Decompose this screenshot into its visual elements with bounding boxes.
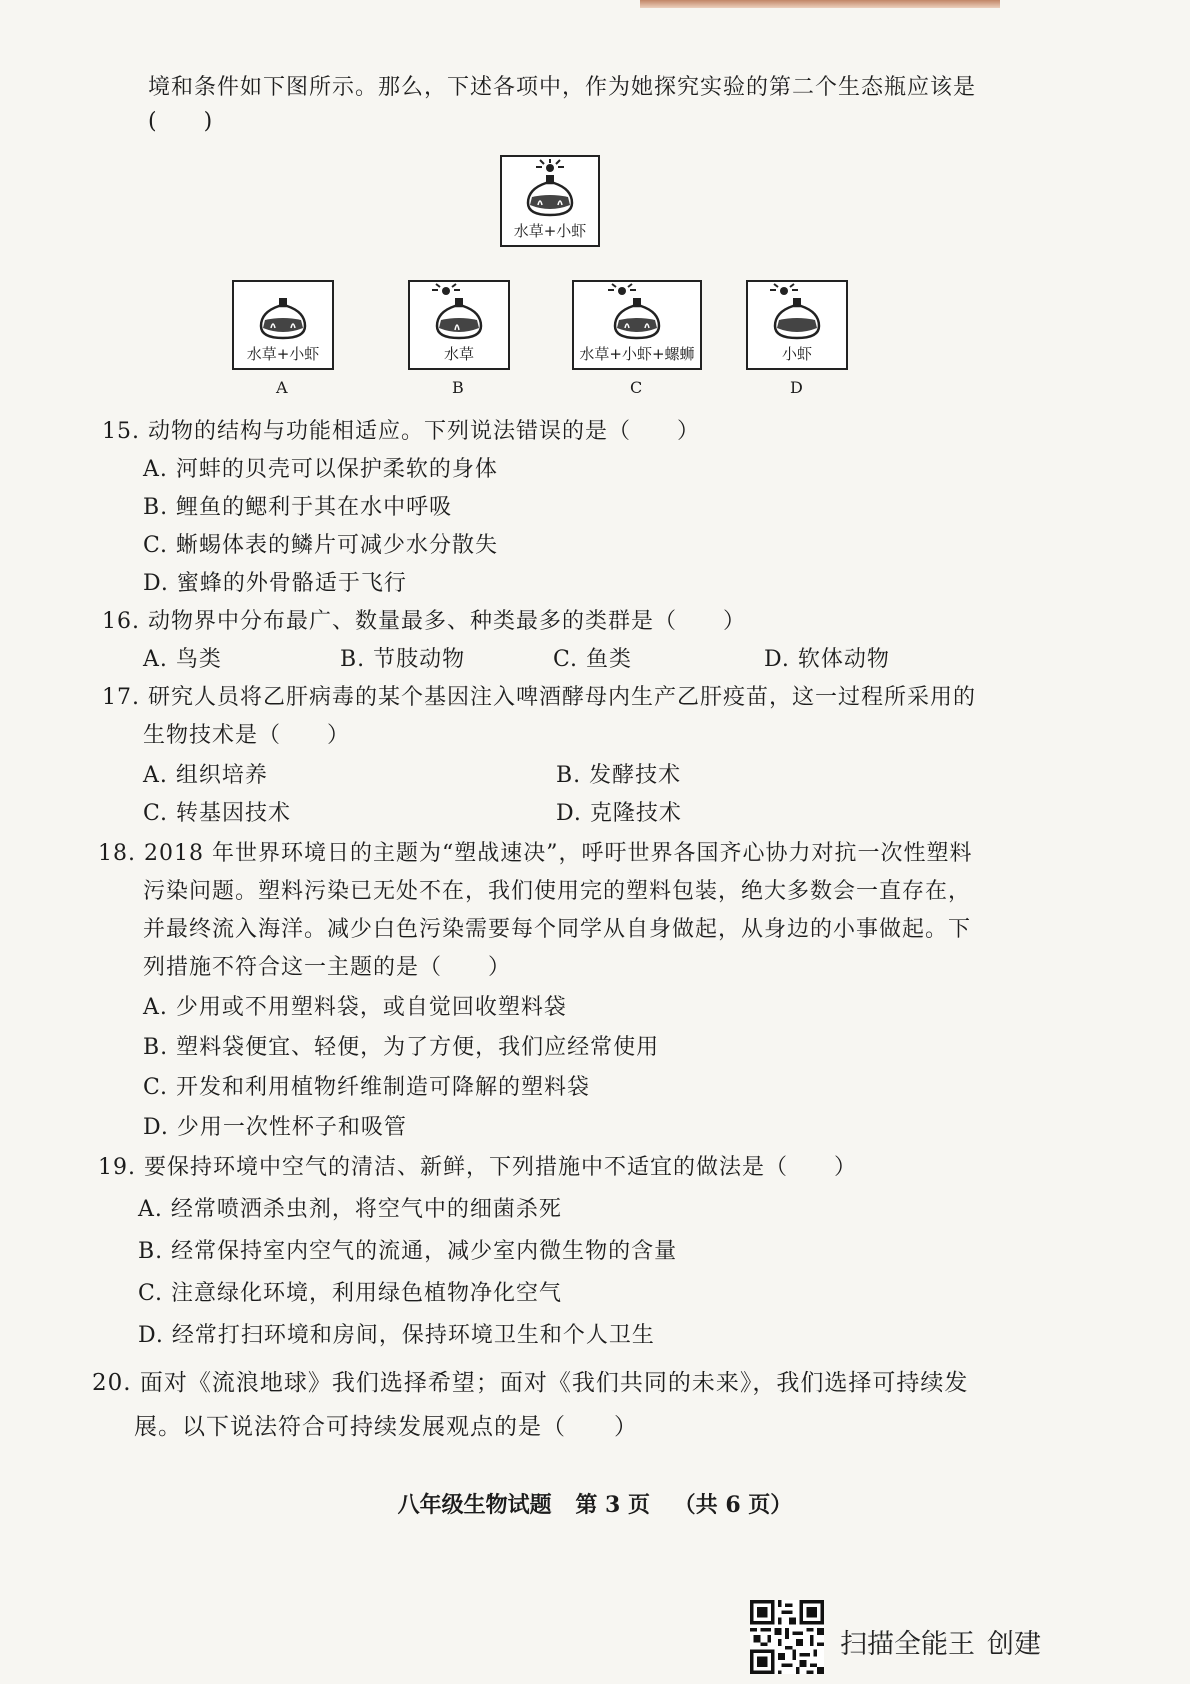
- option-d-label: 小虾: [781, 345, 812, 363]
- scan-edge-strip: [640, 0, 1000, 8]
- q19-option-d: D. 经常打扫环境和房间，保持环境卫生和个人卫生: [138, 1323, 655, 1348]
- q18-stem-line-4: 列措施不符合这一主题的是（ ）: [143, 955, 512, 980]
- q17-option-a: A. 组织培养: [143, 763, 268, 788]
- q18-stem-line-3: 并最终流入海洋。减少白色污染需要每个同学从自身做起，从身边的小事做起。下: [143, 917, 972, 942]
- option-c-letter: C: [630, 378, 643, 397]
- q19-stem: 19. 要保持环境中空气的清洁、新鲜，下列措施中不适宜的做法是（ ）: [98, 1155, 857, 1180]
- bottle-with-light-icon: [748, 282, 846, 348]
- option-a-bottle-box: [232, 280, 334, 370]
- q20-stem-line-2: 展。以下说法符合可持续发展观点的是（ ）: [134, 1414, 638, 1440]
- bottle-with-light-icon: [502, 157, 598, 227]
- reference-bottle-label: 水草+小虾: [513, 222, 587, 240]
- q19-option-c: C. 注意绿化环境，利用绿色植物净化空气: [138, 1281, 563, 1306]
- bottle-with-light-icon: [574, 282, 700, 348]
- intro-line-1: 境和条件如下图所示。那么，下述各项中，作为她探究实验的第二个生态瓶应该是: [148, 75, 977, 100]
- q18-option-d: D. 少用一次性杯子和吸管: [143, 1115, 407, 1140]
- qr-code-icon: [750, 1600, 824, 1674]
- footer-title: 八年级生物试题: [397, 1492, 552, 1518]
- bottle-icon: [234, 282, 332, 348]
- option-b-letter: B: [452, 378, 464, 397]
- option-d-letter: D: [790, 378, 803, 397]
- q16-option-a: A. 鸟类: [143, 647, 222, 672]
- q17-option-b: B. 发酵技术: [556, 763, 682, 788]
- option-b-bottle-box: [408, 280, 510, 370]
- option-a-label: 水草+小虾: [246, 345, 320, 363]
- q19-option-b: B. 经常保持室内空气的流通，减少室内微生物的含量: [138, 1239, 678, 1264]
- q16-option-b: B. 节肢动物: [340, 647, 466, 672]
- scanner-watermark: [840, 1622, 1053, 1661]
- option-d-bottle-box: [746, 280, 848, 370]
- q18-option-b: B. 塑料袋便宜、轻便，为了方便，我们应经常使用: [143, 1035, 660, 1060]
- q16-option-c: C. 鱼类: [553, 647, 633, 672]
- intro-line-2: ( ): [148, 109, 214, 134]
- option-c-bottle-box: [572, 280, 702, 370]
- q15-option-b: B. 鲤鱼的鳃利于其在水中呼吸: [143, 495, 453, 520]
- q17-option-d: D. 克隆技术: [556, 801, 682, 826]
- q17-option-c: C. 转基因技术: [143, 801, 292, 826]
- q15-option-c: C. 蜥蜴体表的鳞片可减少水分散失: [143, 533, 499, 558]
- q19-option-a: A. 经常喷洒杀虫剂，将空气中的细菌杀死: [138, 1197, 562, 1222]
- q17-stem-line-2: 生物技术是（ ）: [143, 723, 351, 748]
- q18-option-c: C. 开发和利用植物纤维制造可降解的塑料袋: [143, 1075, 591, 1100]
- option-a-letter: A: [276, 378, 288, 397]
- watermark-app-name: 扫描全能王: [840, 1629, 975, 1660]
- q15-option-a: A. 河蚌的贝壳可以保护柔软的身体: [143, 457, 498, 482]
- footer-total: （共 6 页）: [673, 1492, 793, 1518]
- page-footer: [0, 1488, 1190, 1519]
- q17-stem-line-1: 17. 研究人员将乙肝病毒的某个基因注入啤酒酵母内生产乙肝疫苗，这一过程所采用的: [102, 685, 976, 710]
- q20-stem-line-1: 20. 面对《流浪地球》我们选择希望；面对《我们共同的未来》，我们选择可持续发: [92, 1370, 969, 1396]
- q18-option-a: A. 少用或不用塑料袋，或自觉回收塑料袋: [143, 995, 567, 1020]
- footer-page: 第 3 页: [575, 1492, 650, 1518]
- option-c-label: 水草+小虾+螺蛳: [579, 345, 695, 363]
- reference-bottle-box: [500, 155, 600, 247]
- watermark-action: 创建: [987, 1629, 1041, 1660]
- q16-option-d: D. 软体动物: [764, 647, 890, 672]
- q15-option-d: D. 蜜蜂的外骨骼适于飞行: [143, 571, 407, 596]
- bottle-with-light-icon: [410, 282, 508, 348]
- q18-stem-line-2: 污染问题。塑料污染已无处不在，我们使用完的塑料包装，绝大多数会一直存在，: [143, 879, 972, 904]
- q16-stem: 16. 动物界中分布最广、数量最多、种类最多的类群是（ ）: [102, 609, 746, 634]
- q18-stem-line-1: 18. 2018 年世界环境日的主题为“塑战速决”，呼吁世界各国齐心协力对抗一次性塑料: [98, 841, 973, 866]
- q15-stem: 15. 动物的结构与功能相适应。下列说法错误的是（ ）: [102, 419, 700, 444]
- option-b-label: 水草: [443, 345, 474, 363]
